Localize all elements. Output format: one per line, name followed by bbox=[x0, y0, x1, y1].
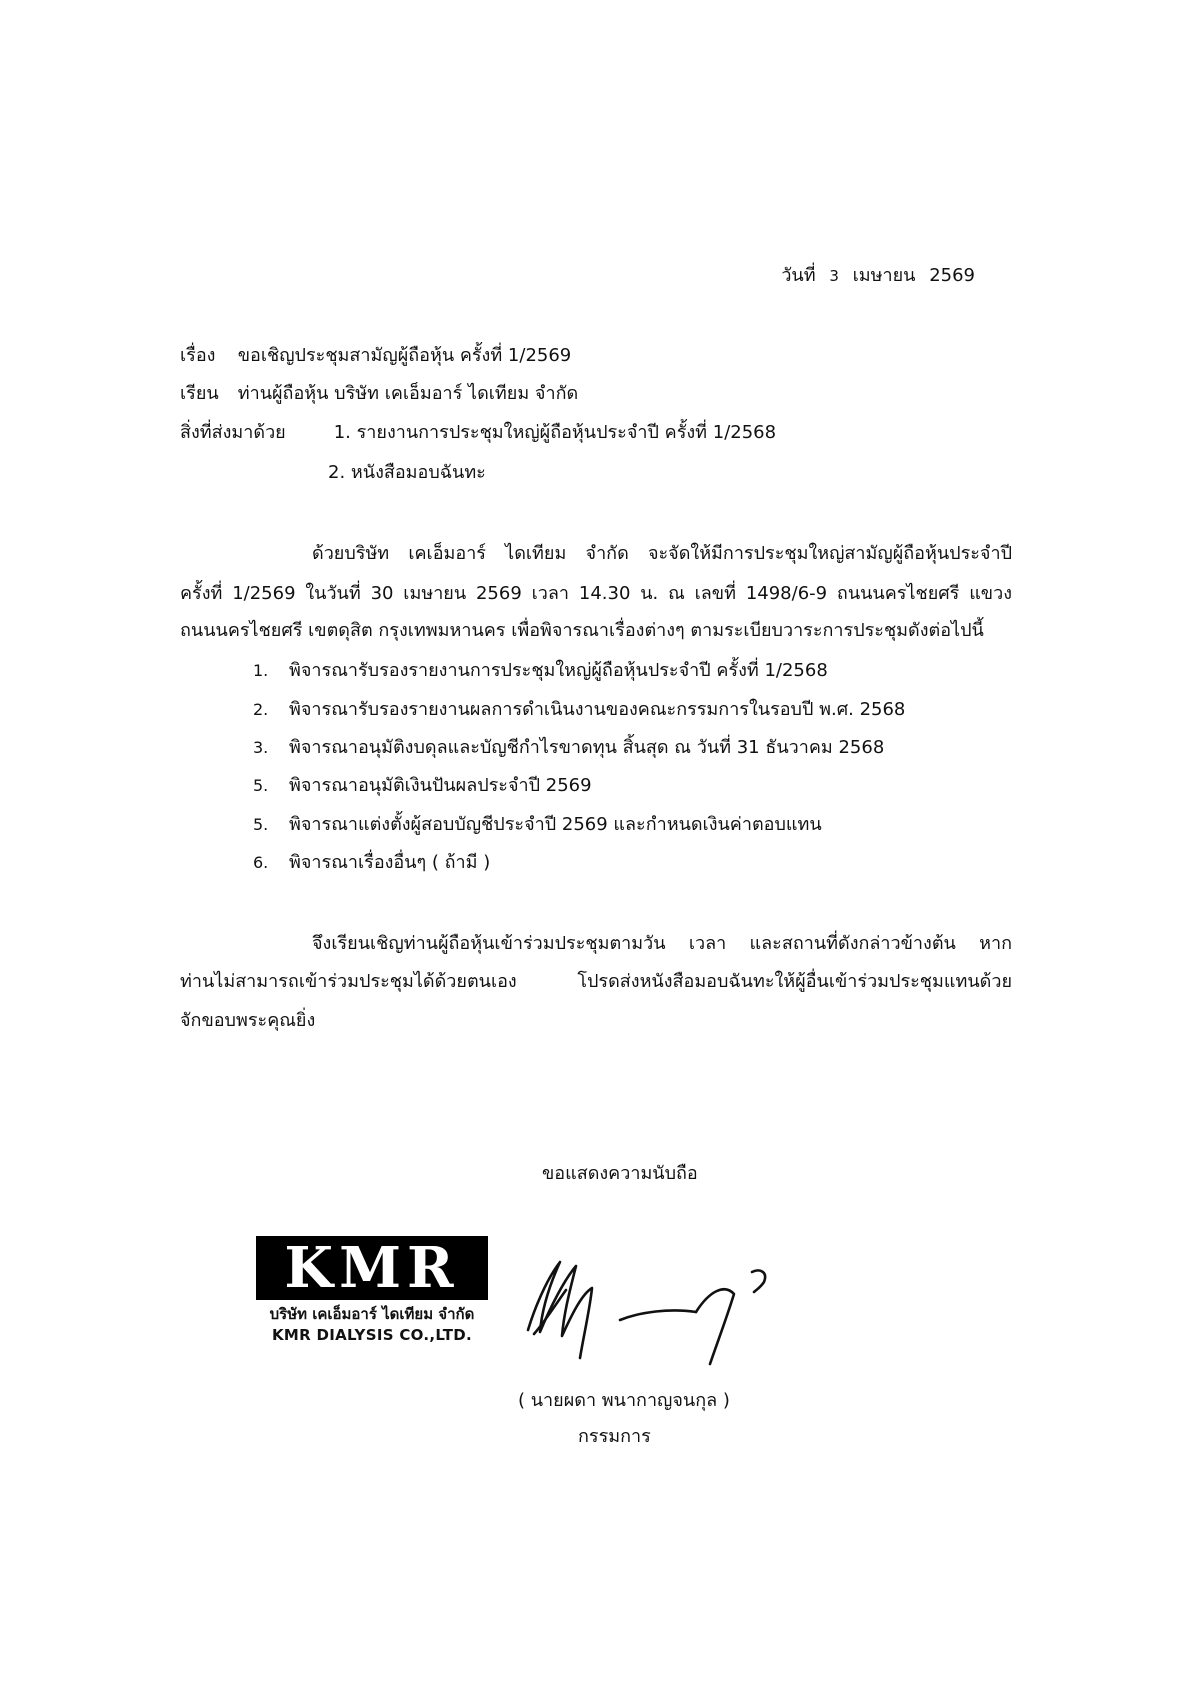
agenda-number: 3. bbox=[253, 738, 269, 757]
paragraph-line: ท่านไม่สามารถเข้าร่วมประชุมได้ด้วยตนเอง โปรดส่งหนังสือมอบฉันทะให้ผู้อื่นเข้าร่วมประชุมแทนด้วย bbox=[180, 971, 1012, 992]
agenda-item bbox=[253, 698, 905, 722]
enclosures-label: สิ่งที่ส่งมาด้วย bbox=[180, 422, 286, 443]
agenda-item bbox=[253, 813, 822, 837]
agenda-number: 5. bbox=[253, 815, 269, 834]
subject-label: เรื่อง bbox=[180, 345, 216, 366]
company-logo bbox=[256, 1236, 488, 1348]
paragraph-line: ด้วยบริษัท เคเอ็มอาร์ ไดเทียม จำกัด จะจัดให้มีการประชุมใหญ่สามัญผู้ถือหุ้นประจำปี bbox=[312, 543, 1012, 564]
agenda-item bbox=[253, 736, 884, 760]
to-row bbox=[180, 382, 578, 406]
subject-row bbox=[180, 344, 571, 368]
agenda-text: พิจารณารับรองรายงานผลการดำเนินงานของคณะกรรมการในรอบปี พ.ศ. 2568 bbox=[289, 699, 906, 720]
agenda-item bbox=[253, 659, 828, 683]
logo-mark: KMR bbox=[256, 1236, 488, 1300]
agenda-text: พิจารณารับรองรายงานการประชุมใหญ่ผู้ถือหุ้นประจำปี ครั้งที่ 1/2568 bbox=[289, 660, 828, 681]
logo-company-english: KMR DIALYSIS CO.,LTD. bbox=[271, 1326, 473, 1344]
handwritten-signature bbox=[520, 1250, 790, 1370]
to-label: เรียน bbox=[180, 383, 219, 404]
agenda-number: 6. bbox=[253, 853, 269, 872]
paragraph-line: ถนนนครไชยศรี เขตดุสิต กรุงเทพมหานคร เพื่อพิจารณาเรื่องต่างๆ ตามระเบียบวาระการประชุมดังต่อไปนี้ bbox=[180, 620, 984, 641]
enclosure-item: 1. รายงานการประชุมใหญ่ผู้ถือหุ้นประจำปี ครั้งที่ 1/2568 bbox=[333, 422, 777, 443]
agenda-item bbox=[253, 774, 592, 798]
paragraph-line: จึงเรียนเชิญท่านผู้ถือหุ้นเข้าร่วมประชุมตามวัน เวลา และสถานที่ดังกล่าวข้างต้น หาก bbox=[312, 933, 1012, 954]
date-month: เมษายน bbox=[852, 265, 916, 286]
date-year: 2569 bbox=[929, 265, 975, 286]
agenda-item bbox=[253, 851, 490, 875]
logo-company-thai: บริษัท เคเอ็มอาร์ ไดเทียม จำกัด bbox=[269, 1305, 475, 1323]
agenda-text: พิจารณาเรื่องอื่นๆ ( ถ้ามี ) bbox=[289, 852, 491, 873]
signer-title: กรรมการ bbox=[578, 1426, 651, 1447]
paragraph-line: ครั้งที่ 1/2569 ในวันที่ 30 เมษายน 2569 เวลา 14.30 น. ณ เลขที่ 1498/6-9 ถนนนครไชยศรี แขวง bbox=[180, 583, 1012, 604]
letter-date bbox=[781, 264, 975, 288]
paragraph-line: จักขอบพระคุณยิ่ง bbox=[180, 1010, 316, 1031]
agenda-text: พิจารณาอนุมัติเงินปันผลประจำปี 2569 bbox=[289, 775, 592, 796]
to-text: ท่านผู้ถือหุ้น บริษัท เคเอ็มอาร์ ไดเทียม จำกัด bbox=[237, 383, 579, 404]
enclosure-item: 2. หนังสือมอบฉันทะ bbox=[328, 462, 486, 483]
subject-text: ขอเชิญประชุมสามัญผู้ถือหุ้น ครั้งที่ 1/2569 bbox=[237, 345, 572, 366]
signer-name: ( นายผดา พนากาญจนกุล ) bbox=[518, 1390, 730, 1411]
agenda-number: 5. bbox=[253, 776, 269, 795]
date-day: 3 bbox=[829, 267, 839, 285]
closing-salutation: ขอแสดงความนับถือ bbox=[542, 1163, 698, 1184]
enclosures-row bbox=[180, 421, 776, 445]
agenda-text: พิจารณาอนุมัติงบดุลและบัญชีกำไรขาดทุน สิ้นสุด ณ วันที่ 31 ธันวาคม 2568 bbox=[289, 737, 885, 758]
agenda-number: 2. bbox=[253, 700, 269, 719]
date-label: วันที่ bbox=[781, 265, 816, 286]
agenda-number: 1. bbox=[253, 661, 269, 680]
agenda-text: พิจารณาแต่งตั้งผู้สอบบัญชีประจำปี 2569 และกำหนดเงินค่าตอบแทน bbox=[289, 814, 822, 835]
